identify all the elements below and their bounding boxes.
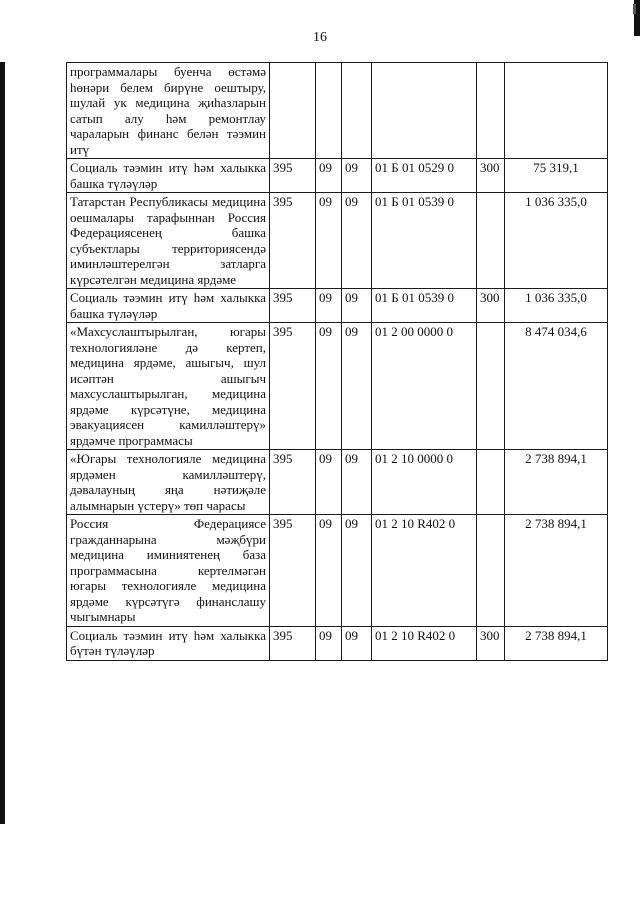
code-ministry: 395 bbox=[270, 159, 316, 193]
code-subsection: 09 bbox=[342, 289, 372, 323]
code-subsection: 09 bbox=[342, 626, 372, 660]
row-name: «Махсуслаштырылган, югары технологияләне дә кертеп, медицина ярдәме, ашыгыч, шул исәптән ашыгыч махсуслаштырылган, медицина ярдәме күрсәтүне, медицина эвакуациясен камилләштерү» ярдәмче программасы bbox=[67, 323, 270, 450]
code-target: 01 2 10 0000 0 bbox=[372, 450, 477, 515]
amount: 1 036 335,0 bbox=[505, 289, 608, 323]
code-expense-type bbox=[477, 323, 505, 450]
code-subsection: 09 bbox=[342, 450, 372, 515]
amount: 8 474 034,6 bbox=[505, 323, 608, 450]
budget-table bbox=[66, 62, 608, 661]
table-row bbox=[67, 159, 608, 193]
code-ministry: 395 bbox=[270, 193, 316, 289]
code-section: 09 bbox=[316, 626, 342, 660]
amount: 2 738 894,1 bbox=[505, 515, 608, 627]
row-name: Социаль тәэмин итү һәм халыкка башка түләүләр bbox=[67, 289, 270, 323]
code-expense-type: 300 bbox=[477, 159, 505, 193]
code-section bbox=[316, 63, 342, 159]
code-subsection: 09 bbox=[342, 323, 372, 450]
row-name: Россия Федерациясе гражданнарына мәҗбүри медицина иминиятенең база программасына кертелмәгән югары технологияле медицина ярдәме күрсәтүгә финанслашу чыгымнары bbox=[67, 515, 270, 627]
code-subsection: 09 bbox=[342, 193, 372, 289]
amount bbox=[505, 63, 608, 159]
code-expense-type: 300 bbox=[477, 626, 505, 660]
code-target: 01 2 10 R402 0 bbox=[372, 515, 477, 627]
scan-edge-mark-small bbox=[633, 4, 636, 14]
amount: 2 738 894,1 bbox=[505, 450, 608, 515]
table-row bbox=[67, 626, 608, 660]
table-row bbox=[67, 323, 608, 450]
code-section: 09 bbox=[316, 193, 342, 289]
code-ministry: 395 bbox=[270, 289, 316, 323]
row-name: Татарстан Республикасы медицина оешмалары тарафыннан Россия Федерациясенең башка субъектлары территориясендә иминләштерелгән затларга күрсәтелгән медицина ярдәме bbox=[67, 193, 270, 289]
code-ministry: 395 bbox=[270, 515, 316, 627]
code-expense-type bbox=[477, 63, 505, 159]
code-target: 01 2 00 0000 0 bbox=[372, 323, 477, 450]
table-row bbox=[67, 63, 608, 159]
code-expense-type bbox=[477, 515, 505, 627]
code-section: 09 bbox=[316, 450, 342, 515]
code-expense-type bbox=[477, 193, 505, 289]
amount: 75 319,1 bbox=[505, 159, 608, 193]
code-ministry: 395 bbox=[270, 450, 316, 515]
code-ministry bbox=[270, 63, 316, 159]
code-section: 09 bbox=[316, 323, 342, 450]
row-name: программалары буенча өстәмә һөнәри белем бирүне оештыру, шулай ук медицина җиһазларын сатып алу һәм ремонтлау чараларын финанс белән тәэмин итү bbox=[67, 63, 270, 159]
code-section: 09 bbox=[316, 515, 342, 627]
code-subsection: 09 bbox=[342, 515, 372, 627]
row-name: «Югары технологияле медицина ярдәмен камилләштерү, дәвалауның яңа нәтиҗәле алымнарын үстерү» төп чарасы bbox=[67, 450, 270, 515]
table-row bbox=[67, 450, 608, 515]
row-name: Социаль тәэмин итү һәм халыкка бүтән түләүләр bbox=[67, 626, 270, 660]
code-target: 01 Б 01 0539 0 bbox=[372, 289, 477, 323]
table-row bbox=[67, 515, 608, 627]
code-target: 01 Б 01 0539 0 bbox=[372, 193, 477, 289]
amount: 1 036 335,0 bbox=[505, 193, 608, 289]
code-ministry: 395 bbox=[270, 626, 316, 660]
code-subsection: 09 bbox=[342, 159, 372, 193]
code-subsection bbox=[342, 63, 372, 159]
page-number: 16 bbox=[313, 30, 327, 45]
amount: 2 738 894,1 bbox=[505, 626, 608, 660]
code-target: 01 2 10 R402 0 bbox=[372, 626, 477, 660]
code-section: 09 bbox=[316, 289, 342, 323]
scan-edge-bar bbox=[0, 62, 5, 824]
code-section: 09 bbox=[316, 159, 342, 193]
table-row bbox=[67, 289, 608, 323]
row-name: Социаль тәэмин итү һәм халыкка башка түләүләр bbox=[67, 159, 270, 193]
table-row bbox=[67, 193, 608, 289]
code-target bbox=[372, 63, 477, 159]
code-ministry: 395 bbox=[270, 323, 316, 450]
code-expense-type: 300 bbox=[477, 289, 505, 323]
code-target: 01 Б 01 0529 0 bbox=[372, 159, 477, 193]
code-expense-type bbox=[477, 450, 505, 515]
